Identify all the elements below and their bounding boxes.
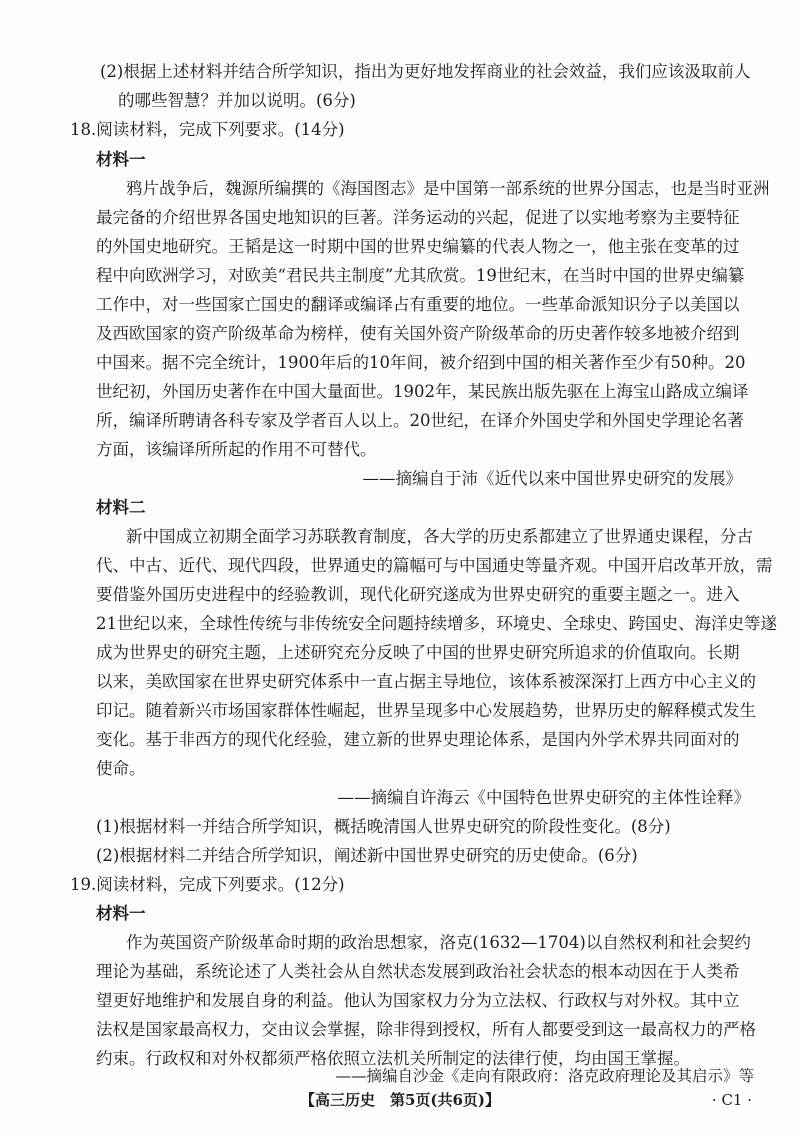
material-text-line: 要借鉴外国历史进程中的经验教训，现代化研究遂成为世界史研究的重要主题之一。进入 xyxy=(96,585,740,604)
question-18-1: (1)根据材料一并结合所学知识，概括晚清国人世界史研究的阶段性变化。(8分) xyxy=(96,817,671,836)
material-text-line: 印记。随着新兴市场国家群体性崛起，世界呈现多中心发展趋势，世界历史的解释模式发生 xyxy=(96,701,756,720)
material-text-line: 21世纪以来，全球性传统与非传统安全问题持续增多，环境史、全球史、跨国史、海洋史等遂 xyxy=(96,614,777,633)
material-text-line: 方面，该编译所所起的作用不可替代。 xyxy=(96,440,377,459)
source-citation: ——摘编自许海云《中国特色世界史研究的主体性诠释》 xyxy=(337,788,750,807)
source-citation: ——摘编自于沛《近代以来中国世界史研究的发展》 xyxy=(362,469,742,488)
question-18-heading: 18.阅读材料，完成下列要求。(14分) xyxy=(70,120,345,139)
material-one-heading: 材料一 xyxy=(96,150,146,169)
material-text-line: 以来，美欧国家在世界史研究体系中一直占据主导地位，该体系被深深打上西方中心主义的 xyxy=(96,672,756,691)
material-text-line: 工作中，对一些国家亡国史的翻译或编译占有重要的地位。一些革命派知识分子以美国以 xyxy=(96,295,740,314)
material-text-line: 新中国成立初期全面学习苏联教育制度，各大学的历史系都建立了世界通史课程，分古 xyxy=(126,527,753,546)
question-17-2-continued: 的哪些智慧？并加以说明。(6分) xyxy=(118,91,356,110)
material-text-line: 约束。行政权和对外权都须严格依照立法机关所制定的法律行使，均由国王掌握。 xyxy=(96,1049,690,1068)
paper-code: · C1 · xyxy=(711,1091,752,1109)
material-text-line: 及西欧国家的资产阶级革命为榜样，使有关国外资产阶级革命的历史著作较多地被介绍到 xyxy=(96,324,740,343)
material-text-line: 理论为基础，系统论述了人类社会从自然状态发展到政治社会状态的根本动因在于人类希 xyxy=(96,962,740,981)
material-text-line: 法权是国家最高权力，交由议会掌握，除非得到授权，所有人都要受到这一最高权力的严格 xyxy=(96,1020,756,1039)
material-text-line: 望更好地维护和发展自身的利益。他认为国家权力分为立法权、行政权与对外权。其中立 xyxy=(96,991,740,1010)
question-19-heading: 19.阅读材料，完成下列要求。(12分) xyxy=(70,875,345,894)
material-two-heading: 材料二 xyxy=(96,498,146,517)
material-text-line: 鸦片战争后，魏源所编撰的《海国图志》是中国第一部系统的世界分国志，也是当时亚洲 xyxy=(126,179,770,198)
question-18-2: (2)根据材料二并结合所学知识，阐述新中国世界史研究的历史使命。(6分) xyxy=(96,846,638,865)
material-text-line: 成为世界史的研究主题，上述研究充分反映了中国的世界史研究所追求的价值取向。长期 xyxy=(96,643,740,662)
material-text-line: 所，编译所聘请各科专家及学者百人以上。20世纪，在译介外国史学和外国史学理论名著 xyxy=(96,411,744,430)
material-one-heading: 材料一 xyxy=(96,904,146,923)
page-number-label: 【高三历史 第5页(共6页)】 xyxy=(299,1091,501,1109)
material-text-line: 使命。 xyxy=(96,759,146,778)
material-text-line: 世纪初，外国历史著作在中国大量面世。1902年，某民族出版先驱在上海宝山路成立编译 xyxy=(96,382,749,401)
material-text-line: 的外国史地研究。王韬是这一时期中国的世界史编纂的代表人物之一，他主张在变革的过 xyxy=(96,237,740,256)
material-text-line: 变化。基于非西方的现代化经验，建立新的世界史理论体系，是国内外学术界共同面对的 xyxy=(96,730,740,749)
material-text-line: 最完备的介绍世界各国史地知识的巨著。洋务运动的兴起，促进了以实地考察为主要特征 xyxy=(96,208,740,227)
material-text-line: 代、中古、近代、现代四段，世界通史的篇幅可与中国通史等量齐观。中国开启改革开放，需 xyxy=(96,556,773,575)
question-17-2: (2)根据上述材料并结合所学知识，指出为更好地发挥商业的社会效益，我们应该汲取前人 xyxy=(100,62,751,81)
source-citation: ——摘编自沙金《走向有限政府：洛克政府理论及其启示》等 xyxy=(335,1067,754,1085)
material-text-line: 作为英国资产阶级革命时期的政治思想家，洛克(1632—1704)以自然权利和社会契约 xyxy=(126,933,751,952)
material-text-line: 中国来。据不完全统计，1900年后的10年间，被介绍到中国的相关著作至少有50种。20 xyxy=(96,353,746,372)
material-text-line: 程中向欧洲学习，对欧美“君民共主制度”尤其欣赏。19世纪末，在当时中国的世界史编纂 xyxy=(96,266,745,285)
